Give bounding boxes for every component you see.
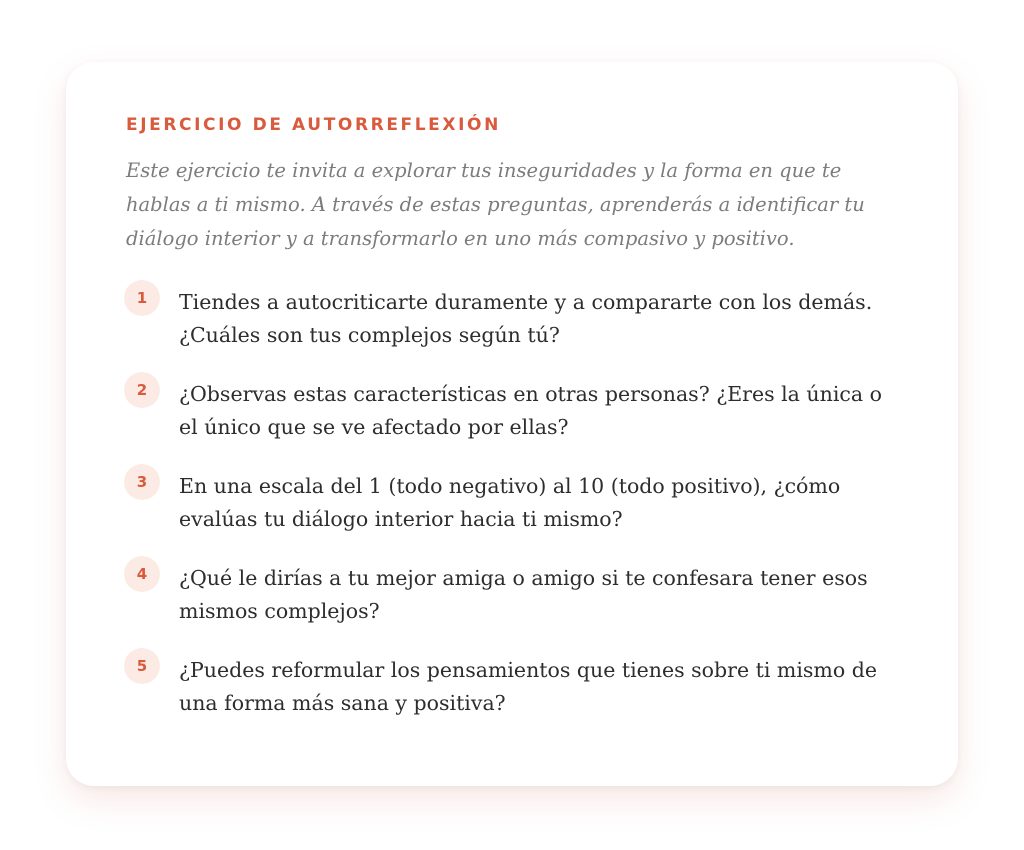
question-text: Tiendes a autocriticarte duramente y a compararte con los demás. ¿Cuáles son tus complejos según tú? bbox=[179, 290, 873, 347]
reflection-card bbox=[66, 62, 958, 786]
question-item bbox=[126, 470, 898, 536]
question-text: ¿Puedes reformular los pensamientos que tienes sobre ti mismo de una forma más sana y positiva? bbox=[179, 658, 877, 715]
question-item bbox=[126, 654, 898, 720]
question-item bbox=[126, 378, 898, 444]
question-list bbox=[126, 286, 898, 720]
card-eyebrow-title: EJERCICIO DE AUTORREFLEXIÓN bbox=[126, 115, 501, 135]
question-number-badge: 5 bbox=[124, 648, 160, 684]
card-intro-text: Este ejercicio te invita a explorar tus inseguridades y la forma en que te hablas a ti mismo. A través de estas preguntas, aprenderás a identificar tu diálogo interior y a transformarlo en uno más compasivo y positivo. bbox=[126, 159, 865, 250]
question-number-badge: 2 bbox=[124, 372, 160, 408]
question-item bbox=[126, 562, 898, 628]
question-number-badge: 1 bbox=[124, 280, 160, 316]
question-number-badge: 4 bbox=[124, 556, 160, 592]
question-text: En una escala del 1 (todo negativo) al 10 (todo positivo), ¿cómo evalúas tu diálogo interior hacia ti mismo? bbox=[179, 474, 841, 531]
question-item bbox=[126, 286, 898, 352]
question-text: ¿Observas estas características en otras personas? ¿Eres la única o el único que se ve afectado por ellas? bbox=[179, 382, 882, 439]
question-number-badge: 3 bbox=[124, 464, 160, 500]
question-text: ¿Qué le dirías a tu mejor amiga o amigo si te confesara tener esos mismos complejos? bbox=[179, 566, 868, 623]
